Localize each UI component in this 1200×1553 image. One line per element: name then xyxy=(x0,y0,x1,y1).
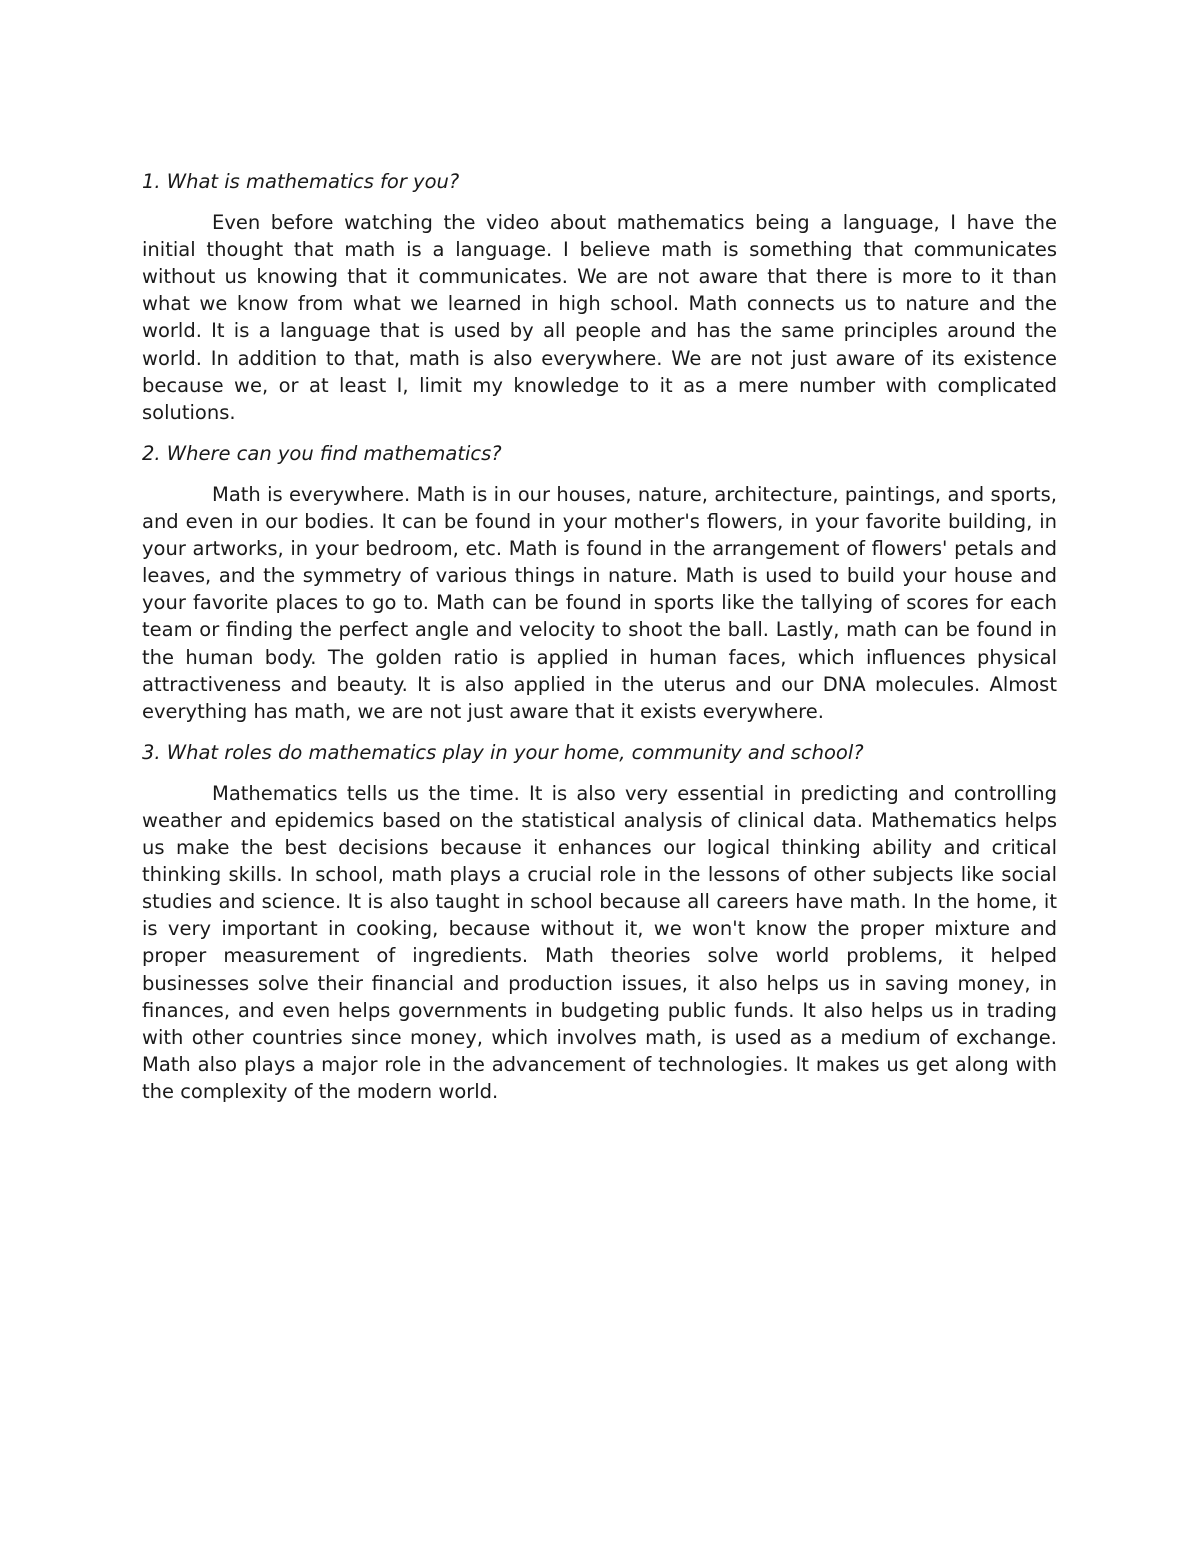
document-body xyxy=(142,168,1057,1119)
question-3-heading: 3. What roles do mathematics play in your home, community and school? xyxy=(142,740,864,764)
question-2-heading: 2. Where can you find mathematics? xyxy=(142,441,502,465)
answer-1-paragraph: Even before watching the video about mathematics being a language, I have the initial thought that math is a language. I believe math is something that communicates without us knowing that it communicates. We are not aware that there is more to it than what we know from what we learned in high school. Math connects us to nature and the world. It is a language that is used by all people and has the same principles around the world. In addition to that, math is also everywhere. We are not just aware of its existence because we, or at least I, limit my knowledge to it as a mere number with complicated solutions. xyxy=(142,211,1057,424)
answer-2-paragraph: Math is everywhere. Math is in our houses, nature, architecture, paintings, and sports, and even in our bodies. It can be found in your mother's flowers, in your favorite building, in your artworks, in your bedroom, etc. Math is found in the arrangement of flowers' petals and leaves, and the symmetry of various things in nature. Math is used to build your house and your favorite places to go to. Math can be found in sports like the tallying of scores for each team or finding the perfect angle and velocity to shoot the ball. Lastly, math can be found in the human body. The golden ratio is applied in human faces, which influences physical attractiveness and beauty. It is also applied in the uterus and our DNA molecules. Almost everything has math, we are not just aware that it exists everywhere. xyxy=(142,482,1057,723)
section-2 xyxy=(142,440,1057,725)
section-1 xyxy=(142,168,1057,426)
question-1-heading: 1. What is mathematics for you? xyxy=(142,170,460,193)
answer-3-paragraph: Mathematics tells us the time. It is also very essential in predicting and controlling weather and epidemics based on the statistical analysis of clinical data. Mathematics helps us make the best decisions because it enhances our logical thinking ability and critical thinking skills. In school, math plays a crucial role in the lessons of other subjects like social studies and science. It is also taught in school because all careers have math. In the home, it is very important in cooking, because without it, we won't know the proper mixture and proper measurement of ingredients. Math theories solve world problems, it helped businesses solve their financial and production issues, it also helps us in saving money, in finances, and even helps governments in budgeting public funds. It also helps us in trading with other countries since money, which involves math, is used as a medium of exchange. Math also plays a major role in the advancement of technologies. It makes us get along with the complexity of the modern world. xyxy=(142,781,1057,1103)
section-3 xyxy=(142,739,1057,1105)
